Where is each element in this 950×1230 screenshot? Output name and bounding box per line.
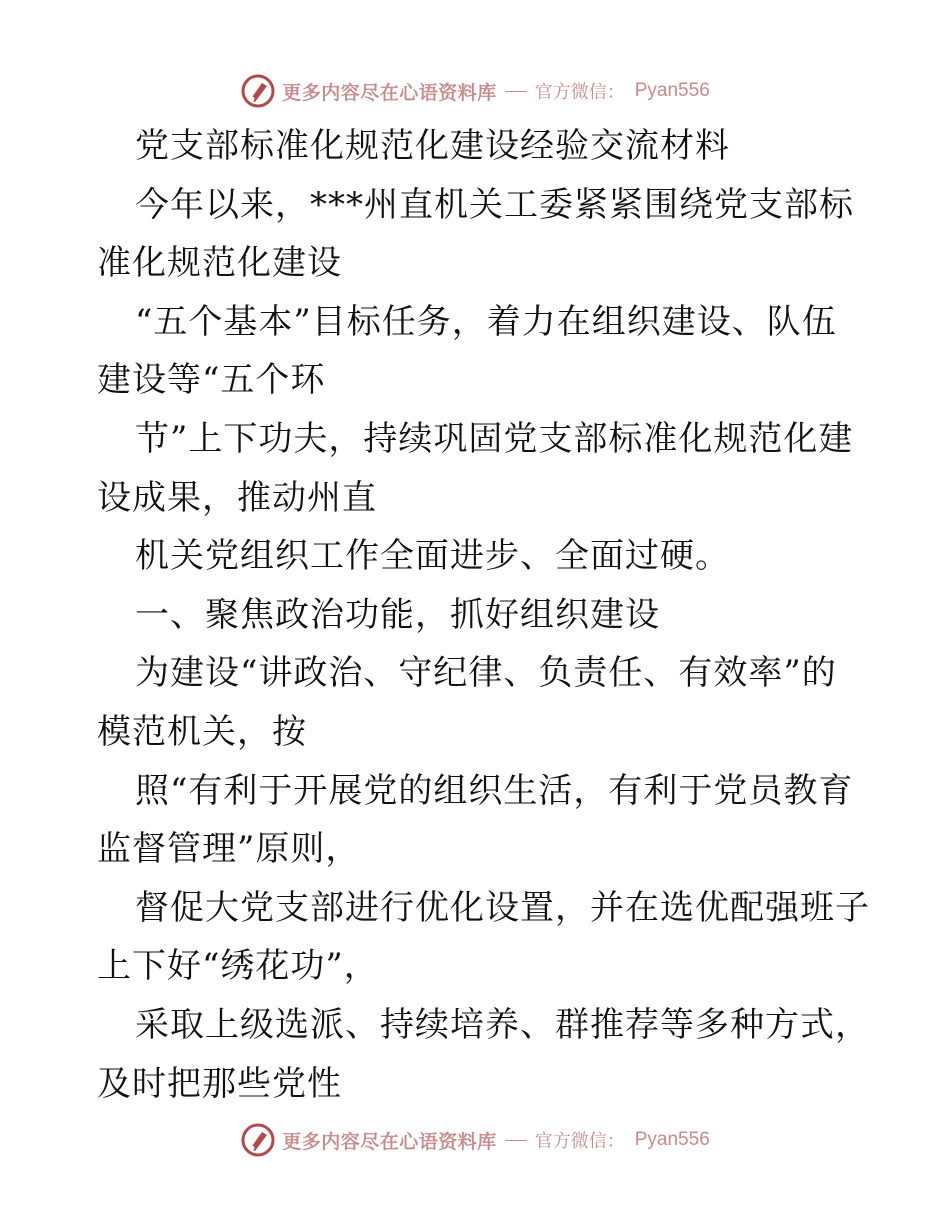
document-body bbox=[97, 117, 870, 1113]
paragraph-line: 模范机关，按 bbox=[97, 711, 307, 752]
watermark-dash bbox=[505, 91, 527, 92]
section-heading: 一、聚焦政治功能，抓好组织建设 bbox=[135, 594, 660, 635]
paragraph-line: 今年以来，***州直机关工委紧紧围绕党支部标 bbox=[135, 184, 854, 225]
paragraph-line: “五个基本”目标任务，着力在组织建设、队伍 bbox=[135, 301, 837, 342]
watermark-dash bbox=[505, 1140, 527, 1141]
document-title: 党支部标准化规范化建设经验交流材料 bbox=[135, 126, 730, 166]
paragraph-line: 设成果，推动州直 bbox=[97, 477, 377, 518]
paragraph-line: 准化规范化建设 bbox=[97, 243, 342, 284]
watermark-contact-label: 官方微信： bbox=[534, 82, 625, 103]
paragraph-line: 采取上级选派、持续培养、群推荐等多种方式， bbox=[135, 1004, 870, 1045]
header-watermark bbox=[0, 71, 950, 111]
paragraph-line: 照“有利于开展党的组织生活，有利于党员教育 bbox=[135, 770, 854, 811]
watermark-brand: 更多内容尽在心语资料库 bbox=[282, 1130, 497, 1153]
paragraph-line: 节”上下功夫，持续巩固党支部标准化规范化建 bbox=[135, 418, 854, 459]
watermark-contact-id: Pyan556 bbox=[634, 80, 710, 101]
paragraph-line: 监督管理”原则， bbox=[97, 829, 361, 870]
footer-watermark bbox=[0, 1120, 950, 1160]
watermark-contact-id: Pyan556 bbox=[634, 1129, 710, 1150]
watermark-contact-label: 官方微信： bbox=[534, 1131, 625, 1152]
quill-logo-icon bbox=[240, 1122, 276, 1158]
paragraph-line: 及时把那些党性 bbox=[97, 1063, 342, 1104]
watermark-brand: 更多内容尽在心语资料库 bbox=[282, 81, 497, 104]
quill-logo-icon bbox=[240, 73, 276, 109]
paragraph-line: 机关党组织工作全面进步、全面过硬。 bbox=[135, 536, 730, 577]
paragraph-line: 建设等“五个环 bbox=[97, 360, 326, 401]
paragraph-line: 督促大党支部进行优化设置，并在选优配强班子 bbox=[135, 887, 870, 928]
paragraph-line: 上下好“绣花功”， bbox=[97, 946, 379, 987]
paragraph-line: 为建设“讲政治、守纪律、负责任、有效率”的 bbox=[135, 653, 837, 694]
